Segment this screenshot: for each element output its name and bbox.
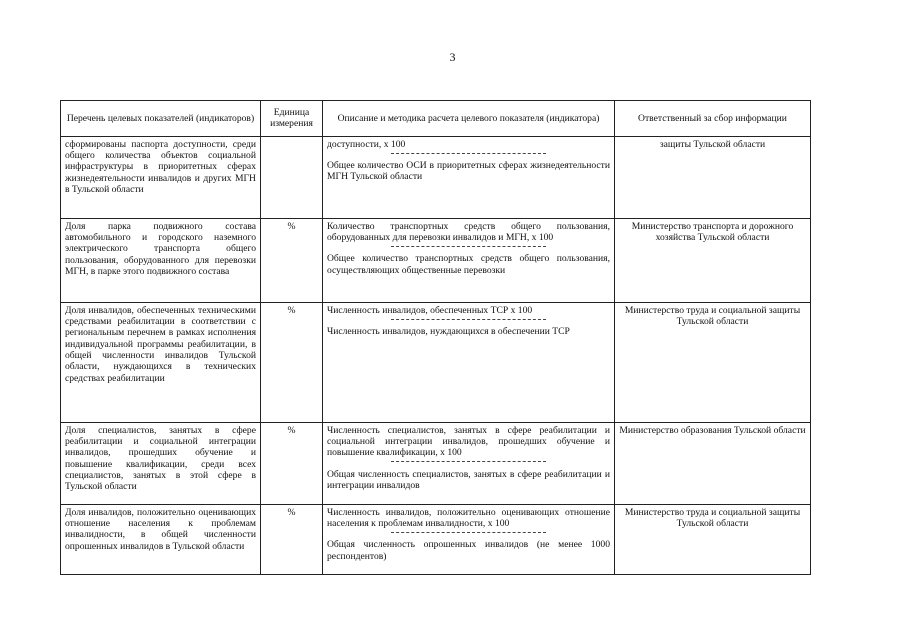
table-row <box>61 504 811 574</box>
responsible-cell: Министерство транспорта и дорожного хозяйства Тульской области <box>615 218 811 302</box>
header-responsible: Ответственный за сбор информации <box>615 101 811 137</box>
method-cell <box>323 302 615 422</box>
method-cell <box>323 136 615 218</box>
fraction-line <box>327 529 610 539</box>
header-unit: Единица измерения <box>261 101 323 137</box>
unit-cell: % <box>261 504 323 574</box>
formula-denominator: Общая численность специалистов, занятых в сфере реабилитации и интеграции инвалидов <box>327 468 610 491</box>
method-cell <box>323 218 615 302</box>
indicator-cell: Доля специалистов, занятых в сфере реабилитации и социальной интеграции инвалидов, прошедших обучение и повышение квалификации, среди всех специалистов, занятых в этой сфере в Тульской области <box>61 422 261 504</box>
formula-numerator: доступности, х 100 <box>327 138 406 150</box>
unit-cell: % <box>261 302 323 422</box>
responsible-cell: Министерство труда и социальной защиты Тульской области <box>615 302 811 422</box>
indicator-cell: Доля парка подвижного состава автомобильного и городского наземного электрического транспорта общего пользования, оборудованного для перевозки МГН, в парке этого подвижного состава <box>61 218 261 302</box>
fraction-line <box>327 150 610 160</box>
responsible-cell: защиты Тульской области <box>615 136 811 218</box>
method-cell <box>323 504 615 574</box>
indicator-cell: Доля инвалидов, положительно оценивающих отношение населения к проблемам инвалидности, в общей численности опрошенных инвалидов в Тульской области <box>61 504 261 574</box>
formula-numerator: Численность инвалидов, обеспеченных ТСР х 100 <box>327 304 533 316</box>
unit-cell: % <box>261 422 323 504</box>
table-row <box>61 302 811 422</box>
table-header-row <box>61 101 811 137</box>
formula-numerator: Численность специалистов, занятых в сфере реабилитации и социальной интеграции инвалидов, прошедших обучение и повышение квалификации, х 100 <box>327 424 610 459</box>
fraction-line <box>327 243 610 253</box>
formula-denominator: Общая численность опрошенных инвалидов (не менее 1000 респондентов) <box>327 539 610 562</box>
indicator-cell: Доля инвалидов, обеспеченных техническими средствами реабилитации в соответствии с региональным перечнем в рамках исполнения индивидуальной программы реабилитации, в общей численности инвалидов Тульской области, нуждающихся в технических средствах реабилитации <box>61 302 261 422</box>
page-number: 3 <box>449 50 456 64</box>
unit-cell <box>261 136 323 218</box>
formula-denominator: Общее количество ОСИ в приоритетных сферах жизнедеятельности МГН Тульской области <box>327 159 610 183</box>
responsible-cell: Министерство труда и социальной защиты Тульской области <box>615 504 811 574</box>
header-method: Описание и методика расчета целевого показателя (индикатора) <box>323 101 615 137</box>
formula-denominator: Численность инвалидов, нуждающихся в обеспечении ТСР <box>327 325 570 337</box>
table-row <box>61 422 811 504</box>
table-row <box>61 218 811 302</box>
fraction-line <box>327 316 610 326</box>
unit-cell: % <box>261 218 323 302</box>
indicators-table <box>60 100 811 575</box>
method-cell <box>323 422 615 504</box>
header-indicators: Перечень целевых показателей (индикаторов) <box>61 101 261 137</box>
formula-numerator: Количество транспортных средств общего пользования, оборудованных для перевозки инвалидов и МГН, х 100 <box>327 220 610 243</box>
table-row <box>61 136 811 218</box>
fraction-line <box>327 459 610 469</box>
formula-numerator: Численность инвалидов, положительно оценивающих отношение населения к проблемам инвалидности, х 100 <box>327 506 610 529</box>
indicator-cell: сформированы паспорта доступности, среди общего количества объектов социальной инфраструктуры в приоритетных сферах жизнедеятельности инвалидов и других МГН в Тульской области <box>61 136 261 218</box>
formula-denominator: Общее количество транспортных средств общего пользования, осуществляющих общественные перевозки <box>327 253 610 276</box>
responsible-cell: Министерство образования Тульской области <box>615 422 811 504</box>
